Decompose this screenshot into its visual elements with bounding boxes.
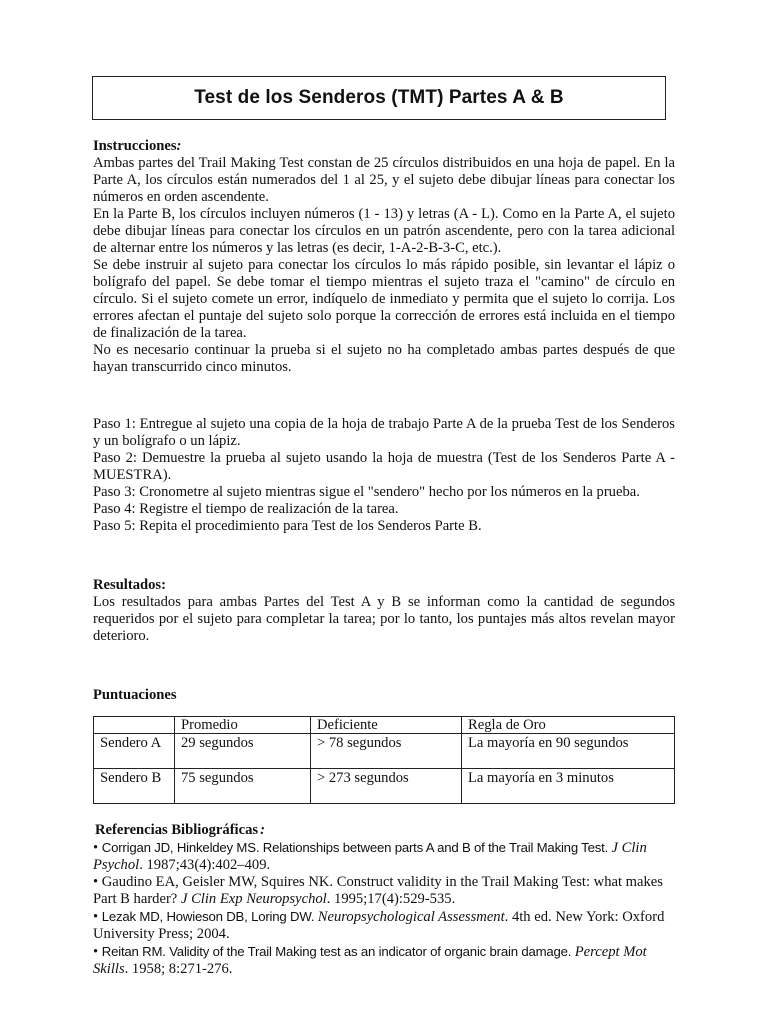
table-header-row (94, 717, 675, 734)
reference-authors: Lezak MD, Howieson DB, Loring DW (101, 909, 311, 924)
spacer (93, 645, 675, 666)
spacer (93, 376, 675, 399)
instructions-paragraph-4: No es necesario continuar la prueba si el sujeto no ha completado ambas partes después de que hayan transcurrido cinco minutos. (93, 342, 675, 375)
reference-title: . Relationships between parts A and B of the Trail Making Test. (255, 840, 612, 855)
reference-details: . 4th ed. New York: Oxford University Press; 2004. (93, 909, 665, 942)
reference-authors: Gaudino EA, Geisler MW, Squires NK. Construct validity in the Trail Making Test: what makes Part B harder? (93, 874, 663, 907)
reference-item (93, 874, 675, 908)
reference-journal: Neuropsychological Assessment (317, 909, 505, 925)
table-cell: Sendero B (94, 769, 175, 804)
reference-authors: Reitan RM (101, 944, 163, 959)
bullet: • (93, 840, 99, 856)
reference-journal: Percept Mot Skills (93, 944, 647, 977)
document-body (93, 138, 675, 978)
instructions-heading-colon: : (176, 138, 182, 154)
reference-authors: Corrigan JD, Hinkeldey MS (101, 840, 256, 855)
instructions-paragraph-2: En la Parte B, los círculos incluyen números (1 - 13) y letras (A - L). Como en la Parte A, el sujeto debe dibujar líneas para conectar los círculos en un patrón ascendente, pero con la tarea adicional de alternar entre los números y las letras (es decir, 1-A-2-B-3-C, etc.). (93, 206, 675, 256)
results-text: Los resultados para ambas Partes del Test A y B se informan como la cantidad de segundos requeridos por el sujeto para completar la tarea; por lo tanto, los puntajes más altos revelan mayor deterioro. (93, 594, 675, 644)
table-row (94, 734, 675, 769)
results-heading: Resultados: (93, 577, 166, 593)
reference-journal: J Clin Psychol (93, 840, 647, 873)
table-header-cell: Promedio (175, 717, 311, 734)
spacer (93, 666, 675, 687)
spacer (93, 399, 675, 416)
bullet: • (93, 874, 99, 890)
page-title: Test de los Senderos (TMT) Partes A & B (194, 87, 564, 108)
reference-item (93, 908, 675, 943)
scores-table (93, 716, 675, 804)
references-heading (93, 822, 675, 839)
references-section (93, 822, 675, 978)
table-row (94, 769, 675, 804)
step-2: Paso 2: Demuestre la prueba al sujeto usando la hoja de muestra (Test de los Senderos Parte A - MUESTRA). (93, 450, 675, 483)
table-header-cell: Deficiente (311, 717, 462, 734)
scores-heading: Puntuaciones (93, 687, 177, 703)
spacer (93, 535, 675, 556)
reference-title: . (310, 909, 318, 924)
reference-title: . Validity of the Trail Making test as an indicator of organic brain damage. (162, 944, 575, 959)
reference-journal: J Clin Exp Neuropsychol (180, 891, 327, 907)
step-5: Paso 5: Repita el procedimiento para Test de los Senderos Parte B. (93, 518, 482, 534)
table-header-cell (94, 717, 175, 734)
step-3: Paso 3: Cronometre al sujeto mientras sigue el "sendero" hecho por los números en la prueba. (93, 484, 640, 500)
step-1: Paso 1: Entregue al sujeto una copia de la hoja de trabajo Parte A de la prueba Test de los Senderos y un bolígrafo o un lápiz. (93, 416, 675, 449)
table-header-cell: Regla de Oro (462, 717, 675, 734)
table-cell: 29 segundos (175, 734, 311, 769)
references-heading-colon: : (260, 822, 265, 838)
table-cell: > 78 segundos (311, 734, 462, 769)
spacer (93, 556, 675, 577)
reference-item (93, 839, 675, 874)
instructions-heading-text: Instrucciones (93, 138, 177, 154)
instructions-heading (93, 138, 675, 155)
instructions-paragraph-3: Se debe instruir al sujeto para conectar los círculos lo más rápido posible, sin levantar el lápiz o bolígrafo del papel. Se debe tomar el tiempo mientras el sujeto traza el "camino" de círculo en círculo. Si el sujeto comete un error, indíquelo de inmediato y permita que el sujeto lo corrija. Los errores afectan el puntaje del sujeto solo porque la corrección de errores está incluida en el tiempo de finalización de la tarea. (93, 257, 675, 341)
instructions-paragraph-1: Ambas partes del Trail Making Test constan de 25 círculos distribuidos en una hoja de papel. En la Parte A, los círculos están numerados del 1 al 25, y el sujeto debe dibujar líneas para conectar los números en orden ascendente. (93, 155, 675, 205)
reference-details: . 1987;43(4):402–409. (139, 857, 271, 873)
reference-details: . 1958; 8:271-276. (124, 961, 233, 977)
references-heading-text: Referencias Bibliográficas (95, 822, 259, 838)
table-cell: 75 segundos (175, 769, 311, 804)
table-cell: > 273 segundos (311, 769, 462, 804)
title-box (92, 76, 666, 120)
table-cell: La mayoría en 90 segundos (462, 734, 675, 769)
reference-details: . 1995;17(4):529-535. (326, 891, 456, 907)
table-cell: La mayoría en 3 minutos (462, 769, 675, 804)
bullet: • (93, 944, 99, 960)
reference-item (93, 943, 675, 978)
table-cell: Sendero A (94, 734, 175, 769)
bullet: • (93, 909, 99, 925)
step-4: Paso 4: Registre el tiempo de realización de la tarea. (93, 501, 399, 517)
